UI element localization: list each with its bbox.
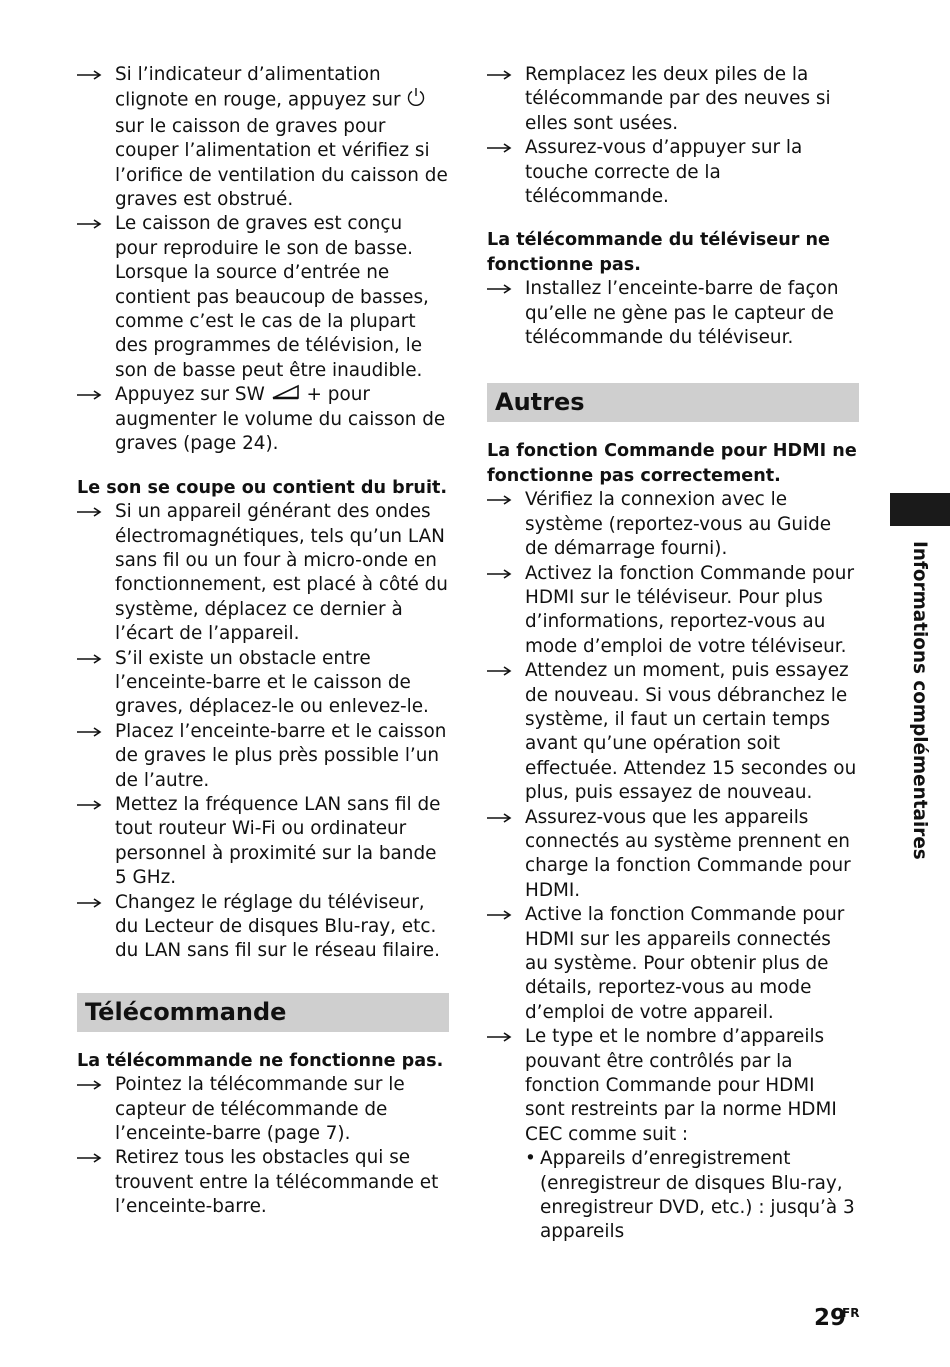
arrow-right-icon <box>487 277 513 294</box>
arrow-right-icon <box>77 383 103 400</box>
arrow-right-icon <box>487 562 513 579</box>
arrow-right-icon <box>77 720 103 737</box>
list-item <box>487 1025 859 1147</box>
list-item <box>77 383 449 456</box>
item-text: Le caisson de graves est conçu pour reproduire le son de basse. Lorsque la source d’entrée ne contient pas beaucoup de basses, comme c’est le cas de la plupart des programmes de télévision, le son de basse peut être inaudible. <box>115 213 429 381</box>
item-text-post: + pour augmenter le volume du caisson de graves (page 24). <box>115 384 446 455</box>
item-text-pre: Appuyez sur SW <box>115 384 265 406</box>
list-item <box>487 136 859 209</box>
arrow-right-icon <box>77 212 103 229</box>
item-text: Retirez tous les obstacles qui se trouvent entre la télécommande et l’enceinte-barre. <box>115 1147 439 1218</box>
left-column <box>77 63 449 1220</box>
item-text: Assurez-vous d’appuyer sur la touche correcte de la télécommande. <box>525 137 803 208</box>
list-item <box>77 793 449 891</box>
arrow-right-icon <box>77 1073 103 1090</box>
arrow-right-icon <box>487 136 513 153</box>
item-text: Vérifiez la connexion avec le système (reportez-vous au Guide de démarrage fourni). <box>525 489 832 560</box>
item-text-pre: Si l’indicateur d’alimentation clignote en rouge, appuyez sur <box>115 64 401 112</box>
remote-list <box>77 1073 449 1219</box>
list-item <box>487 903 859 1025</box>
side-label <box>902 541 932 871</box>
arrow-right-icon <box>77 891 103 908</box>
item-text: Changez le réglage du téléviseur, du Lecteur de disques Blu-ray, etc. du LAN sans fil sur le réseau filaire. <box>115 891 440 962</box>
list-item <box>77 500 449 646</box>
heading-noise: Le son se coupe ou contient du bruit. <box>77 477 448 498</box>
section-title-other: Autres <box>487 383 859 422</box>
arrow-right-icon <box>487 63 513 80</box>
noise-list <box>77 500 449 964</box>
heading-hdmi: La fonction Commande pour HDMI ne fonctionne pas correctement. <box>487 441 857 486</box>
item-text: Attendez un moment, puis essayez de nouveau. Si vous débranchez le système, il faut un certain temps avant qu’une opération soit effectuée. Attendez 15 secondes ou plus, puis essayez de nouveau. <box>525 660 857 804</box>
item-text: Placez l’enceinte-barre et le caisson de graves le plus près possible l’un de l’autre. <box>115 720 447 791</box>
item-text-post: sur le caisson de graves pour couper l’alimentation et vérifiez si l’orifice de ventilation du caisson de graves est obstrué. <box>115 115 448 211</box>
list-item <box>77 720 449 793</box>
list-item <box>487 488 859 561</box>
hdmi-list <box>487 488 859 1147</box>
item-text: Assurez-vous que les appareils connectés au système prennent en charge la fonction Commande pour HDMI. <box>525 806 851 901</box>
arrow-right-icon <box>77 647 103 664</box>
item-text: S’il existe un obstacle entre l’enceinte-barre et le caisson de graves, déplacez-le ou enlevez-le. <box>115 647 429 718</box>
list-item <box>77 891 449 964</box>
remote-list-continued <box>487 63 859 209</box>
list-item <box>77 647 449 720</box>
side-tab-marker <box>890 493 950 526</box>
arrow-right-icon <box>487 488 513 505</box>
list-item <box>487 63 859 136</box>
list-item <box>77 212 449 383</box>
item-text: Remplacez les deux piles de la télécommande par des neuves si elles sont usées. <box>525 64 831 134</box>
item-text: Le type et le nombre d’appareils pouvant être contrôlés par la fonction Commande pour HDMI sont restreints par la norme HDMI CEC comme suit : <box>525 1026 837 1145</box>
item-text: Pointez la télécommande sur le capteur de télécommande de l’enceinte-barre (page 7). <box>115 1074 405 1145</box>
item-text: Installez l’enceinte-barre de façon qu’elle ne gène pas le capteur de télécommande du téléviseur. <box>525 278 839 349</box>
arrow-right-icon <box>77 1146 103 1163</box>
bullet-icon: • <box>525 1148 536 1170</box>
list-item <box>487 277 859 350</box>
list-item <box>487 659 859 805</box>
list-item <box>487 562 859 660</box>
item-text: Si un appareil générant des ondes électromagnétiques, tels qu’un LAN sans fil ou un four à micro-onde en fonctionnement, est placé à côté du système, déplacez ce dernier à l’écart de l’appareil. <box>115 501 448 645</box>
list-item <box>77 1146 449 1219</box>
item-text: Activez la fonction Commande pour HDMI sur le téléviseur. Pour plus d’informations, reportez-vous au mode d’emploi de votre téléviseur. <box>525 562 855 657</box>
tv-remote-list <box>487 277 859 350</box>
arrow-right-icon <box>487 903 513 920</box>
section-title-remote: Télécommande <box>77 993 449 1032</box>
item-text: Active la fonction Commande pour HDMI sur les appareils connectés au système. Pour obtenir plus de détails, reportez-vous au mode d’emploi de votre appareil. <box>525 904 845 1023</box>
sub-list-item <box>487 1147 859 1245</box>
list-item <box>77 63 449 212</box>
sub-bullet-list <box>487 1147 859 1245</box>
arrow-right-icon <box>77 793 103 810</box>
arrow-right-icon <box>487 659 513 676</box>
arrow-right-icon <box>487 1025 513 1042</box>
list-item <box>77 1073 449 1146</box>
arrow-right-icon <box>77 500 103 517</box>
list-item <box>487 806 859 904</box>
arrow-right-icon <box>77 63 103 80</box>
item-text: Appareils d’enregistrement (enregistreur de disques Blu-ray, enregistreur DVD, etc.) : jusqu’à 3 appareils <box>540 1148 855 1243</box>
page-suffix: FR <box>842 1306 860 1320</box>
power-icon <box>406 87 426 114</box>
page-number: 29 <box>814 1305 847 1331</box>
heading-remote: La télécommande ne fonctionne pas. <box>77 1050 444 1071</box>
heading-tv-remote: La télécommande du téléviseur ne fonctionne pas. <box>487 230 830 275</box>
volume-ramp-icon <box>271 383 301 407</box>
side-label-text: Informations complémentaires <box>909 541 930 860</box>
item-text: Mettez la fréquence LAN sans fil de tout routeur Wi-Fi ou ordinateur personnel à proximité sur la bande 5 GHz. <box>115 793 441 889</box>
arrow-right-icon <box>487 806 513 823</box>
right-column <box>487 63 859 1245</box>
